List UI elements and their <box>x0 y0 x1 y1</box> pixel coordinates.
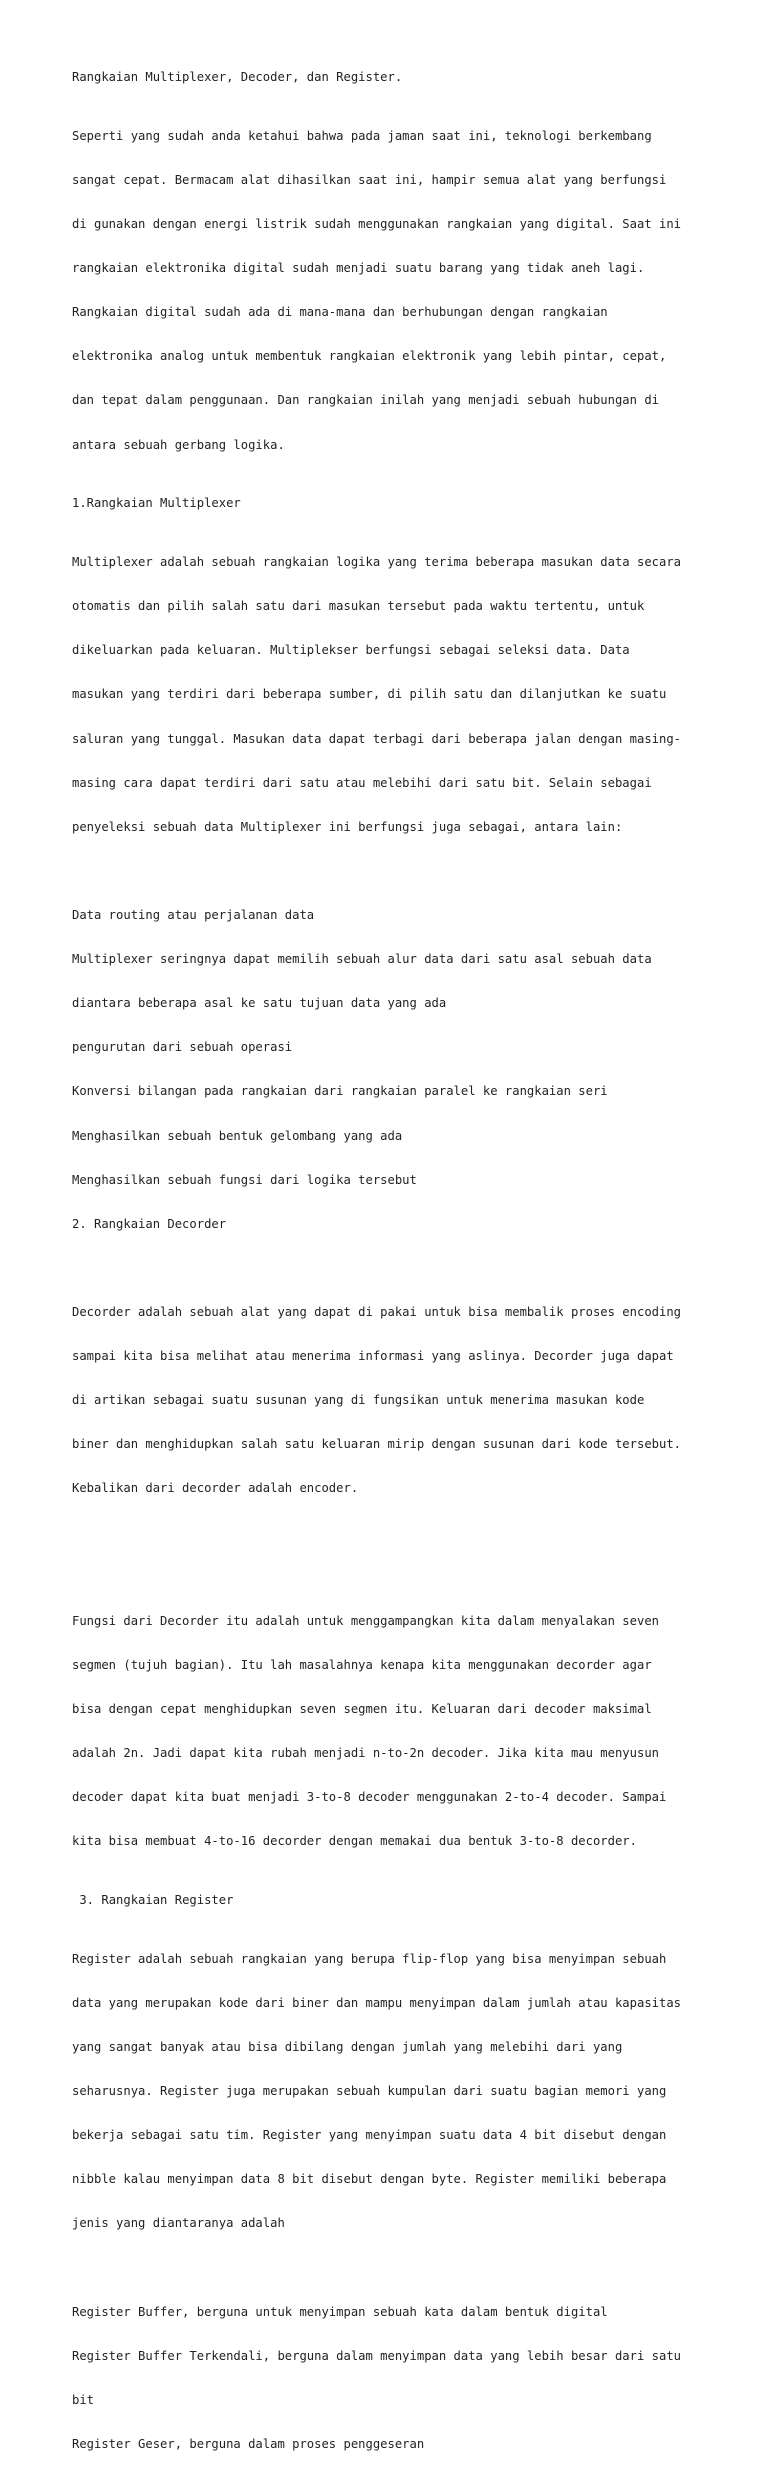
text-line: di artikan sebagai suatu susunan yang di fungsikan untuk menerima masukan kode <box>72 1393 645 1408</box>
text-line: jenis yang diantaranya adalah <box>72 2216 285 2231</box>
text-line: bisa dengan cepat menghidupkan seven segmen itu. Keluaran dari decoder maksimal <box>72 1701 652 1716</box>
text-line: di gunakan dengan energi listrik sudah menggunakan rangkaian yang digital. Saat ini <box>72 217 682 232</box>
text-line: Decorder adalah sebuah alat yang dapat di pakai untuk bisa membalik proses encoding <box>72 1304 682 1319</box>
text-line: Seperti yang sudah anda ketahui bahwa pada jaman saat ini, teknologi berkembang <box>72 128 652 143</box>
section2-heading: 2. Rangkaian Decorder <box>72 1216 227 1231</box>
text-line: Kebalikan dari decorder adalah encoder. <box>72 1481 359 1496</box>
text-line: sampai kita bisa melihat atau menerima informasi yang aslinya. Decorder juga dapat <box>72 1349 674 1364</box>
list-item: Register Buffer, berguna untuk menyimpan sebuah kata dalam bentuk digital <box>72 2304 608 2319</box>
text-line: Register adalah sebuah rangkaian yang berupa flip-flop yang bisa menyimpan sebuah <box>72 1951 667 1966</box>
text-line: sangat cepat. Bermacam alat dihasilkan saat ini, hampir semua alat yang berfungsi <box>72 172 667 187</box>
list-item: Menghasilkan sebuah fungsi dari logika tersebut <box>72 1172 417 1187</box>
text-line: masukan yang terdiri dari beberapa sumber, di pilih satu dan dilanjutkan ke suatu <box>72 687 667 702</box>
list-item: Menghasilkan sebuah bentuk gelombang yang ada <box>72 1128 403 1143</box>
text-line: decoder dapat kita buat menjadi 3-to-8 decoder menggunakan 2-to-4 decoder. Sampai <box>72 1790 667 1805</box>
document-page <box>72 70 712 2481</box>
section1-heading: 1.Rangkaian Multiplexer <box>72 496 241 511</box>
text-line: penyeleksi sebuah data Multiplexer ini berfungsi juga sebagai, antara lain: <box>72 819 623 834</box>
text-line: elektronika analog untuk membentuk rangkaian elektronik yang lebih pintar, cepat, <box>72 349 667 364</box>
list-item: Register Buffer Terkendali, berguna dalam menyimpan data yang lebih besar dari satu <box>72 2348 682 2363</box>
section1-paragraph <box>72 526 712 864</box>
list-item: pengurutan dari sebuah operasi <box>72 1040 293 1055</box>
list-item: Konversi bilangan pada rangkaian dari rangkaian paralel ke rangkaian seri <box>72 1084 608 1099</box>
blank-space <box>72 1540 712 1584</box>
text-line: Rangkaian digital sudah ada di mana-mana dan berhubungan dengan rangkaian <box>72 305 608 320</box>
list-item: Data routing atau perjalanan data <box>72 908 315 923</box>
text-line: data yang merupakan kode dari biner dan mampu menyimpan dalam jumlah atau kapasitas <box>72 1995 682 2010</box>
text-line: dan tepat dalam penggunaan. Dan rangkaian inilah yang menjadi sebuah hubungan di <box>72 393 659 408</box>
text-line: seharusnya. Register juga merupakan sebuah kumpulan dari suatu bagian memori yang <box>72 2084 667 2099</box>
text-line: yang sangat banyak atau bisa dibilang dengan jumlah yang melebihi dari yang <box>72 2039 623 2054</box>
text-line: bekerja sebagai satu tim. Register yang menyimpan suatu data 4 bit disebut dengan <box>72 2128 667 2143</box>
section2-paragraph-1 <box>72 1276 712 1526</box>
text-line: segmen (tujuh bagian). Itu lah masalahnya kenapa kita menggunakan decorder agar <box>72 1657 652 1672</box>
intro-paragraph <box>72 99 712 481</box>
text-line: kita bisa membuat 4-to-16 decorder dengan memakai dua bentuk 3-to-8 decorder. <box>72 1834 637 1849</box>
text-line: nibble kalau menyimpan data 8 bit disebut dengan byte. Register memiliki beberapa <box>72 2172 667 2187</box>
document-title: Rangkaian Multiplexer, Decoder, dan Register. <box>72 70 403 84</box>
text-line: antara sebuah gerbang logika. <box>72 437 285 452</box>
section2-paragraph-2 <box>72 1584 712 1878</box>
section3-list <box>72 2275 712 2481</box>
text-line: biner dan menghidupkan salah satu keluaran mirip dengan susunan dari kode tersebut. <box>72 1437 682 1452</box>
text-line: Multiplexer adalah sebuah rangkaian logika yang terima beberapa masukan data secara <box>72 555 682 570</box>
text-line: adalah 2n. Jadi dapat kita rubah menjadi n-to-2n decoder. Jika kita mau menyusun <box>72 1745 659 1760</box>
text-line: masing cara dapat terdiri dari satu atau melebihi dari satu bit. Selain sebagai <box>72 775 652 790</box>
list-item: Multiplexer seringnya dapat memilih sebuah alur data dari satu asal sebuah data <box>72 952 652 967</box>
text-line: saluran yang tunggal. Masukan data dapat terbagi dari beberapa jalan dengan masing- <box>72 731 682 746</box>
list-item: Register Geser, berguna dalam proses penggeseran <box>72 2436 425 2451</box>
text-line: dikeluarkan pada keluaran. Multiplekser berfungsi sebagai seleksi data. Data <box>72 643 630 658</box>
section3-heading: 3. Rangkaian Register <box>72 1892 234 1907</box>
list-item: bit <box>72 2392 95 2407</box>
text-line: otomatis dan pilih salah satu dari masukan tersebut pada waktu tertentu, untuk <box>72 599 645 614</box>
list-item: diantara beberapa asal ke satu tujuan data yang ada <box>72 996 447 1011</box>
section3-paragraph <box>72 1922 712 2260</box>
section1-list <box>72 879 712 1261</box>
text-line: Fungsi dari Decorder itu adalah untuk menggampangkan kita dalam menyalakan seven <box>72 1613 659 1628</box>
text-line: rangkaian elektronika digital sudah menjadi suatu barang yang tidak aneh lagi. <box>72 261 645 276</box>
